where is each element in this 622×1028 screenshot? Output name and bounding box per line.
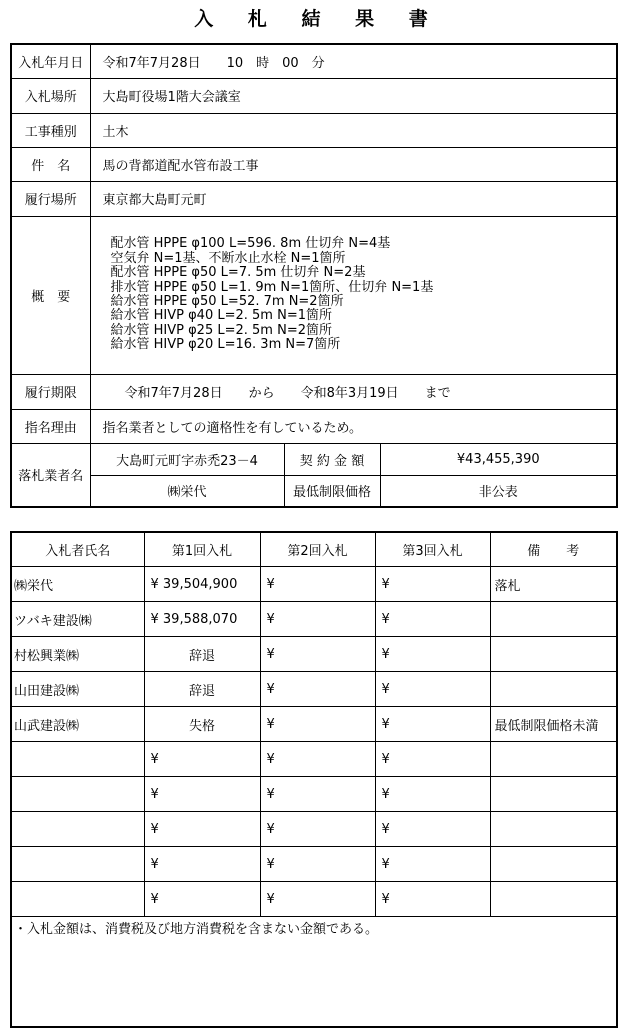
place-label: 入札場所	[11, 78, 90, 113]
table-row	[11, 567, 617, 602]
table-row	[11, 672, 617, 707]
table-row	[11, 882, 617, 917]
round3-amount: ¥	[375, 812, 490, 847]
type-label: 工事種別	[11, 113, 90, 147]
summary-line: 給水管 HIVP φ20 L=16. 3m N=7箇所	[110, 337, 341, 353]
bidder-name	[11, 882, 144, 917]
summary-line: 給水管 HIVP φ25 L=2. 5m N=2箇所	[110, 322, 332, 338]
remarks: 落札	[490, 567, 617, 602]
round3-amount: ¥	[375, 742, 490, 777]
round3-amount: ¥	[375, 637, 490, 672]
remarks	[490, 672, 617, 707]
round3-amount: ¥	[375, 707, 490, 742]
summary-label: 概 要	[11, 216, 90, 374]
title-char: 書	[408, 8, 428, 30]
remarks: 最低制限価格未満	[490, 707, 617, 742]
round1-amount: 辞退	[144, 637, 260, 672]
title-char: 札	[247, 8, 267, 30]
remarks	[490, 847, 617, 882]
table-row	[11, 847, 617, 882]
reason-label: 指名理由	[11, 409, 90, 443]
summary-line: 配水管 HPPE φ50 L=7. 5m 仕切弁 N=2基	[110, 265, 366, 281]
bid-results-table	[10, 531, 618, 1028]
round2-amount: ¥	[260, 602, 375, 637]
remarks	[490, 777, 617, 812]
bidder-name	[11, 777, 144, 812]
round1-amount: ¥	[144, 882, 260, 917]
min-price-label: 最低制限価格	[284, 475, 380, 507]
round2-amount: ¥	[260, 672, 375, 707]
round2-amount: ¥	[260, 882, 375, 917]
round1-amount: ¥	[144, 742, 260, 777]
col-header-round3: 第3回入札	[375, 532, 490, 567]
date-label: 入札年月日	[11, 44, 90, 78]
contract-amount-label: 契 約 金 額	[284, 443, 380, 475]
table-row	[11, 637, 617, 672]
round2-amount: ¥	[260, 567, 375, 602]
min-price-value: 非公表	[380, 475, 617, 507]
footnote: ・入札金額は、消費税及び地方消費税を含まない金額である。	[11, 917, 617, 1028]
round3-amount: ¥	[375, 882, 490, 917]
reason-value: 指名業者としての適格性を有しているため。	[90, 409, 617, 443]
bidder-name	[11, 812, 144, 847]
table-row	[11, 602, 617, 637]
round2-amount: ¥	[260, 742, 375, 777]
round1-amount: ¥	[144, 777, 260, 812]
round2-amount: ¥	[260, 707, 375, 742]
title-char: 果	[355, 8, 375, 30]
title-char: 結	[301, 8, 321, 30]
round2-amount: ¥	[260, 847, 375, 882]
round1-amount: 辞退	[144, 672, 260, 707]
title-char: 入	[194, 8, 214, 30]
remarks	[490, 812, 617, 847]
contract-amount-value: ¥43,455,390	[380, 443, 617, 475]
table-row	[11, 777, 617, 812]
remarks	[490, 742, 617, 777]
date-value: 令和7年7月28日 10 時 00 分	[90, 44, 617, 78]
round1-amount: 失格	[144, 707, 260, 742]
round2-amount: ¥	[260, 812, 375, 847]
round1-amount: ¥	[144, 812, 260, 847]
col-header-round2: 第2回入札	[260, 532, 375, 567]
remarks	[490, 637, 617, 672]
document-title	[0, 4, 622, 31]
col-header-remarks: 備 考	[490, 532, 617, 567]
winner-name: ㈱栄代	[90, 475, 284, 507]
summary-line: 配水管 HPPE φ100 L=596. 8m 仕切弁 N=4基	[110, 236, 391, 252]
location-label: 履行場所	[11, 181, 90, 216]
table-row	[11, 742, 617, 777]
summary-line: 給水管 HIVP φ40 L=2. 5m N=1箇所	[110, 308, 332, 324]
summary-value	[90, 216, 617, 374]
bidder-name: 山田建設㈱	[11, 672, 144, 707]
round2-amount: ¥	[260, 637, 375, 672]
round1-amount: ¥ 39,588,070	[144, 602, 260, 637]
bidder-name: ㈱栄代	[11, 567, 144, 602]
round3-amount: ¥	[375, 672, 490, 707]
period-value: 令和7年7月28日 から 令和8年3月19日 まで	[90, 374, 617, 409]
bid-info-table	[10, 43, 618, 508]
round1-amount: ¥ 39,504,900	[144, 567, 260, 602]
col-header-bidder: 入札者氏名	[11, 532, 144, 567]
col-header-round1: 第1回入札	[144, 532, 260, 567]
remarks	[490, 882, 617, 917]
bidder-name: ツバキ建設㈱	[11, 602, 144, 637]
summary-line: 排水管 HPPE φ50 L=1. 9m N=1箇所、仕切弁 N=1基	[110, 279, 434, 295]
bidder-name	[11, 742, 144, 777]
bidder-name: 村松興業㈱	[11, 637, 144, 672]
period-label: 履行期限	[11, 374, 90, 409]
location-value: 東京都大島町元町	[90, 181, 617, 216]
round1-amount: ¥	[144, 847, 260, 882]
round2-amount: ¥	[260, 777, 375, 812]
subject-value: 馬の背都道配水管布設工事	[90, 147, 617, 181]
round3-amount: ¥	[375, 847, 490, 882]
bidder-name	[11, 847, 144, 882]
summary-line: 空気弁 N=1基、不断水止水栓 N=1箇所	[110, 250, 346, 266]
summary-line: 給水管 HPPE φ50 L=52. 7m N=2箇所	[110, 294, 344, 309]
table-row	[11, 812, 617, 847]
winner-address: 大島町元町字赤禿23－4	[90, 443, 284, 475]
winner-label: 落札業者名	[11, 443, 90, 507]
bidder-name: 山武建設㈱	[11, 707, 144, 742]
place-value: 大島町役場1階大会議室	[90, 78, 617, 113]
round3-amount: ¥	[375, 567, 490, 602]
type-value: 土木	[90, 113, 617, 147]
remarks	[490, 602, 617, 637]
round3-amount: ¥	[375, 602, 490, 637]
table-row	[11, 707, 617, 742]
subject-label: 件 名	[11, 147, 90, 181]
round3-amount: ¥	[375, 777, 490, 812]
